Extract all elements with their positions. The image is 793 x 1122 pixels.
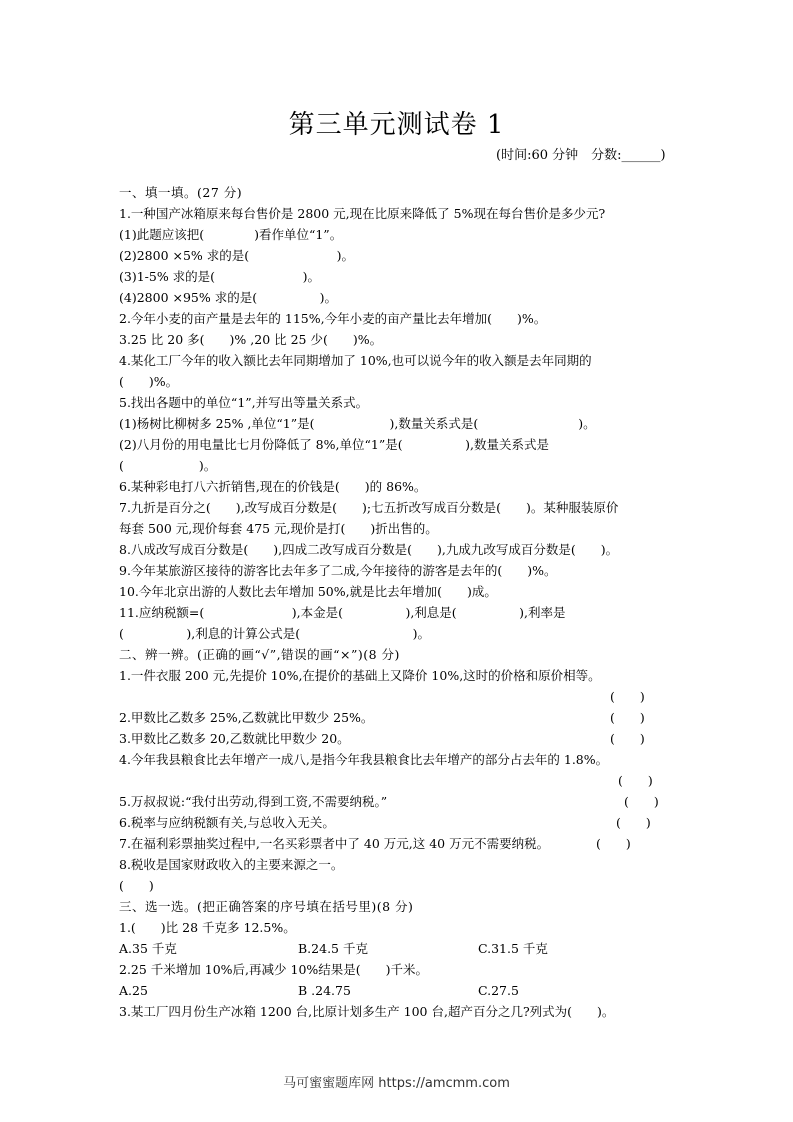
- judge-item: 1.一件衣服 200 元,先提价 10%,在提价的基础上又降价 10%,这时的价格和原价相等。: [119, 668, 601, 683]
- answer-bracket: ( ): [596, 836, 631, 851]
- question-line: 9.今年某旅游区接待的游客比去年多了二成,今年接待的游客是去年的( )%。: [119, 563, 557, 578]
- choice-question: 2.25 千米增加 10%后,再减少 10%结果是( )千米。: [119, 962, 429, 977]
- section-1-heading: 一、填一填。(27 分): [119, 185, 243, 200]
- choice-question: 3.某工厂四月份生产冰箱 1200 台,比原计划多生产 100 台,超产百分之几?列式为( )。: [119, 1004, 615, 1019]
- option-b: B .24.75: [298, 983, 351, 998]
- question-line: 8.八成改写成百分数是( ),四成二改写成百分数是( ),九成九改写成百分数是( )。: [119, 542, 619, 557]
- question-line: 5.找出各题中的单位“1”,并写出等量关系式。: [119, 395, 369, 410]
- question-line: 6.某种彩电打八六折销售,现在的价钱是( )的 86%。: [119, 479, 427, 494]
- question-line: (1)杨树比柳树多 25% ,单位“1”是( ),数量关系式是( )。: [119, 416, 596, 431]
- footer-watermark: 马可蜜蜜题库网 https://amcmm.com: [283, 1076, 510, 1091]
- question-line: (1)此题应该把( )看作单位“1”。: [119, 227, 343, 242]
- judge-item: 6.税率与应纳税额有关,与总收入无关。: [119, 815, 335, 830]
- judge-item: 4.今年我县粮食比去年增产一成八,是指今年我县粮食比去年增产的部分占去年的 1.8%。: [119, 752, 609, 767]
- question-line: 2.今年小麦的亩产量是去年的 115%,今年小麦的亩产量比去年增加( )%。: [119, 311, 547, 326]
- section-2-heading: 二、辨一辨。(正确的画“√”,错误的画“×”)(8 分): [119, 647, 400, 662]
- answer-bracket: ( ): [119, 878, 154, 893]
- option-c: C.27.5: [478, 983, 519, 998]
- answer-bracket: ( ): [616, 815, 651, 830]
- choice-question: 1.( )比 28 千克多 12.5%。: [119, 920, 296, 935]
- answer-bracket: ( ): [624, 794, 659, 809]
- question-line: 7.九折是百分之( ),改写成百分数是( );七五折改写成百分数是( )。某种服装原价: [119, 500, 619, 515]
- question-line: ( )。: [119, 458, 217, 473]
- judge-item: 5.万叔叔说:“我付出劳动,得到工资,不需要纳税。”: [119, 794, 388, 809]
- option-a: A.35 千克: [119, 941, 177, 956]
- question-line: 4.某化工厂今年的收入额比去年同期增加了 10%,也可以说今年的收入额是去年同期的: [119, 353, 592, 368]
- question-line: ( )%。: [119, 374, 179, 389]
- question-line: (2)八月份的用电量比七月份降低了 8%,单位“1”是( ),数量关系式是: [119, 437, 549, 452]
- section-3-heading: 三、选一选。(把正确答案的序号填在括号里)(8 分): [119, 899, 414, 914]
- question-line: 每套 500 元,现价每套 475 元,现价是打( )折出售的。: [119, 521, 438, 536]
- page-title: 第三单元测试卷 1: [288, 110, 505, 140]
- question-line: (4)2800 ×95% 求的是( )。: [119, 290, 337, 305]
- answer-bracket: ( ): [610, 710, 645, 725]
- judge-item: 7.在福利彩票抽奖过程中,一名买彩票者中了 40 万元,这 40 万元不需要纳税。: [119, 836, 550, 851]
- question-line: 10.今年北京出游的人数比去年增加 50%,就是比去年增加( )成。: [119, 584, 497, 599]
- answer-bracket: ( ): [618, 773, 653, 788]
- exam-info: (时间:60 分钟 分数:______): [496, 148, 666, 163]
- question-line: 3.25 比 20 多( )% ,20 比 25 少( )%。: [119, 332, 383, 347]
- judge-item: 3.甲数比乙数多 20,乙数就比甲数少 20。: [119, 731, 350, 746]
- question-line: 1.一种国产冰箱原来每台售价是 2800 元,现在比原来降低了 5%现在每台售价是多少元?: [119, 206, 606, 221]
- answer-bracket: ( ): [610, 689, 645, 704]
- answer-bracket: ( ): [610, 731, 645, 746]
- option-b: B.24.5 千克: [298, 941, 368, 956]
- question-line: (2)2800 ×5% 求的是( )。: [119, 248, 355, 263]
- question-line: 11.应纳税额=( ),本金是( ),利息是( ),利率是: [119, 605, 566, 620]
- option-c: C.31.5 千克: [478, 941, 548, 956]
- judge-item: 8.税收是国家财政收入的主要来源之一。: [119, 857, 344, 872]
- option-a: A.25: [119, 983, 148, 998]
- question-line: (3)1-5% 求的是( )。: [119, 269, 320, 284]
- question-line: ( ),利息的计算公式是( )。: [119, 626, 430, 641]
- judge-item: 2.甲数比乙数多 25%,乙数就比甲数少 25%。: [119, 710, 374, 725]
